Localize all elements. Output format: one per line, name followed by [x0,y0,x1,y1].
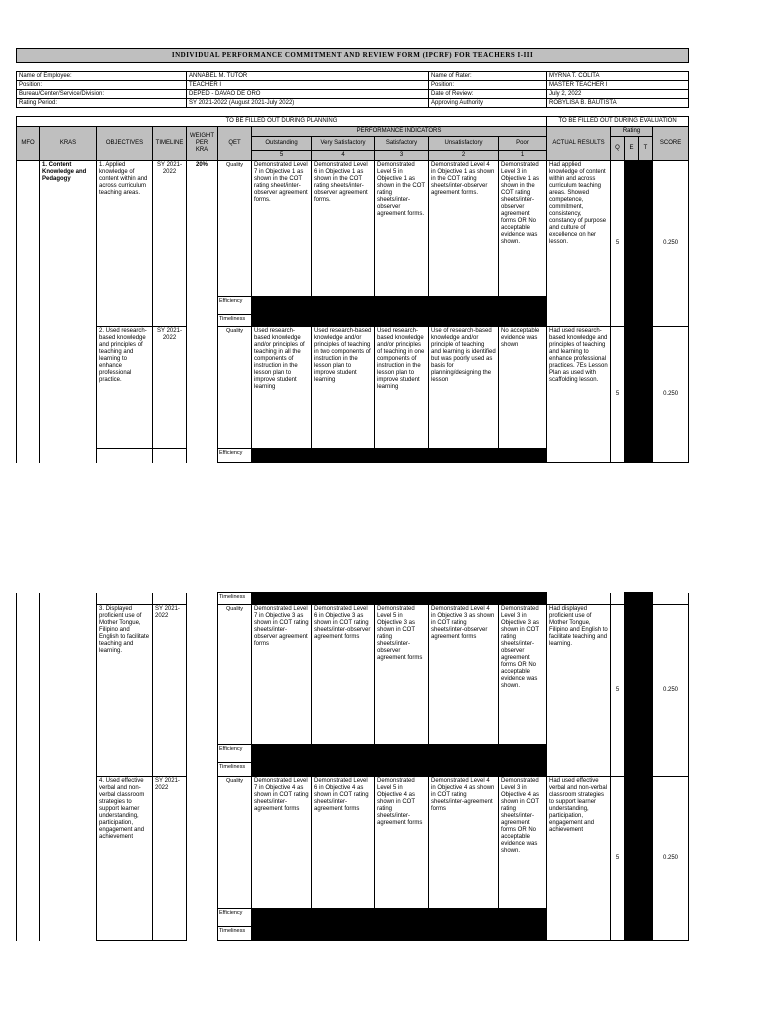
rater-label: Name of Rater: [429,72,547,81]
rating-q: 5 [611,161,625,327]
score-value: 0.250 [653,777,689,941]
objective-text: 2. Used research-based knowledge and principles of teaching and learning to enhance professional practice. [97,327,153,449]
indicator-outstanding: Demonstrated Level 7 in Objective 4 as shown in COT rating sheets/inter-agreement forms [252,777,312,909]
actual-results: Had applied knowledge of content within and across curriculum teaching areas. Showed competence, commitment, consistency, constancy of purpose and culture of excellence on her lesson. [547,161,611,327]
indicator-outstanding: Demonstrated Level 7 in Objective 1 as shown in the COT rating sheet/inter-observer agreement forms. [252,161,312,297]
indicator-outstanding: Used research-based knowledge and/or principles of teaching in all the components of instruction in the lesson plan to improve student learning [252,327,312,449]
form-title: INDIVIDUAL PERFORMANCE COMMITMENT AND REVIEW FORM (IPCRF) FOR TEACHERS I-III [17,49,689,63]
rating-et-blank [625,605,653,777]
col-score: SCORE [653,127,689,161]
ipcrf-table-page-2 [16,592,689,941]
score-value: 0.250 [653,327,689,463]
indicator-unsatisfactory: Demonstrated Level 4 in Objective 1 as shown in the COT rating sheets/inter-observer agreement forms. [429,161,499,297]
col-q: Q [611,137,625,161]
timeline-continued [153,449,187,463]
col-mfo: MFO [17,127,40,161]
timeliness-blank [252,315,547,327]
rating-q-continued [611,593,625,605]
efficiency-label: Efficiency [218,449,252,463]
efficiency-label: Efficiency [218,909,252,927]
quality-label: Quality [218,161,252,297]
approving-label: Approving Authority [429,99,547,108]
ipcrf-table-page-1 [16,48,689,463]
scale-1: 1 [499,151,547,161]
rating-et-blank [625,161,653,327]
scale-2: 2 [429,151,499,161]
col-weight: WEIGHT PER KRA [187,127,218,161]
col-t: T [639,137,653,161]
indicator-satisfactory: Demonstrated Level 5 in Objective 1 as shown in the COT rating sheets/inter-observer agreement forms. [375,161,429,297]
employee-label: Name of Employee: [17,72,187,81]
efficiency-blank [252,297,547,315]
indicator-very-satisfactory: Demonstrated Level 6 in Objective 1 as shown in the COT rating sheets/inter-observer agreement forms. [312,161,375,297]
col-poor: Poor [499,137,547,151]
employee-position: TEACHER I [187,81,429,90]
evaluation-header: TO BE FILLED OUT DURING EVALUATION [547,117,689,127]
objective-row [17,327,689,449]
quality-label: Quality [218,327,252,449]
col-timeline: TIMELINE [153,127,187,161]
indicator-poor: Demonstrated Level 3 in Objective 3 as shown in COT rating sheets/inter-observer agreement forms OR No acceptable evidence was shown. [499,605,547,745]
efficiency-blank [252,909,547,927]
objective-row [17,605,689,745]
planning-header: TO BE FILLED OUT DURING PLANNING [17,117,547,127]
indicator-very-satisfactory: Demonstrated Level 6 in Objective 4 as shown in COT rating sheets/inter-agreement forms [312,777,375,909]
scale-4: 4 [312,151,375,161]
position-label: Position: [17,81,187,90]
form-page-1 [16,48,688,463]
kra-cell [40,593,97,941]
indicator-poor: Demonstrated Level 3 in Objective 1 as shown in the COT rating sheets/inter-observer agreement forms OR No acceptable evidence was shown. [499,161,547,297]
col-qet: QET [218,127,252,161]
indicator-unsatisfactory: Demonstrated Level 4 in Objective 4 as shown in COT rating sheets/inter-agreement forms [429,777,499,909]
review-date-label: Date of Review: [429,90,547,99]
efficiency-blank [252,449,547,463]
mfo-cell [17,593,40,941]
rater-position: MASTER TEACHER I [547,81,689,90]
objective-row [17,161,689,297]
indicator-poor: Demonstrated Level 3 in Objective 4 as shown in COT rating sheets/inter-agreement forms OR No acceptable evidence was shown. [499,777,547,909]
approving-authority: ROBYLISA B. BAUTISTA [547,99,689,108]
timeliness-label: Timeliness [218,315,252,327]
rater-name: MYRNA T. COLITA [547,72,689,81]
score-continued [653,593,689,605]
quality-label: Quality [218,605,252,745]
indicator-satisfactory: Used research-based knowledge and/or principles of teaching in one components of instruction in the lesson plan to improve student learning [375,327,429,449]
indicator-satisfactory: Demonstrated Level 5 in Objective 4 as shown in COT rating sheets/inter-agreement forms [375,777,429,909]
objective-continued [97,449,153,463]
timeline-continued [153,593,187,605]
score-value: 0.250 [653,605,689,777]
indicator-poor: No acceptable evidence was shown [499,327,547,449]
bureau-label: Bureau/Center/Service/Division: [17,90,187,99]
weight-cell [187,593,218,941]
objective-timeline: SY 2021-2022 [153,777,187,941]
rating-et-blank [625,593,653,605]
col-objectives: OBJECTIVES [97,127,153,161]
timeliness-label: Timeliness [218,927,252,941]
scale-3: 3 [375,151,429,161]
efficiency-label: Efficiency [218,297,252,315]
kra-name: 1. Content Knowledge and Pedagogy [40,161,97,463]
col-very-satisfactory: Very Satisfactory [312,137,375,151]
objective-timeline: SY 2021-2022 [153,161,187,327]
actual-continued [547,593,611,605]
col-satisfactory: Satisfactory [375,137,429,151]
performance-indicators-header: PERFORMANCE INDICATORS [252,127,547,137]
timeliness-blank [252,593,547,605]
actual-results: Had used research-based knowledge and principles of teaching and learning to enhance professional practices. 7Es Lesson Plan as used with scaffolding lesson. [547,327,611,463]
indicator-outstanding: Demonstrated Level 7 in Objective 3 as shown in COT rating sheets/inter-observer agreement forms [252,605,312,745]
efficiency-blank [252,745,547,763]
objective-continued [97,593,153,605]
rating-q: 5 [611,605,625,777]
review-date: July 2, 2022 [547,90,689,99]
rating-period: SY 2021-2022 (August 2021-July 2022) [187,99,429,108]
objective-text: 1. Applied knowledge of content within and across curriculum teaching areas. [97,161,153,327]
scale-5: 5 [252,151,312,161]
rating-period-label: Rating Period: [17,99,187,108]
rating-et-blank [625,327,653,463]
col-actual-results: ACTUAL RESULTS [547,127,611,161]
quality-label: Quality [218,777,252,909]
form-page-2 [16,592,688,941]
rating-header: Rating [611,127,653,137]
score-value: 0.250 [653,161,689,327]
col-unsatisfactory: Unsatisfactory [429,137,499,151]
timeliness-blank [252,927,547,941]
indicator-satisfactory: Demonstrated Level 5 in Objective 3 as shown in COT rating sheets/inter-observer agreement forms [375,605,429,745]
efficiency-label: Efficiency [218,745,252,763]
actual-results: Had displayed proficient use of Mother Tongue, Filipino and English to facilitate teaching and learning. [547,605,611,777]
objective-text: 4. Used effective verbal and non-verbal classroom strategies to support learner understanding, participation, engagement and achievement [97,777,153,941]
indicator-unsatisfactory: Demonstrated Level 4 in Objective 3 as shown in COT rating sheets/inter-observer agreement forms [429,605,499,745]
timeliness-blank [252,763,547,777]
kra-weight: 20% [187,161,218,463]
indicator-very-satisfactory: Used research-based knowledge and/or principles of teaching in two components of instruction in the lesson plan to improve student learning [312,327,375,449]
rater-position-label: Position: [429,81,547,90]
objective-timeline: SY 2021-2022 [153,605,187,777]
mfo-cell [17,161,40,463]
timeliness-label: Timeliness [218,763,252,777]
rating-q: 5 [611,777,625,941]
col-kras: KRAS [40,127,97,161]
indicator-very-satisfactory: Demonstrated Level 6 in Objective 3 as shown in COT rating sheets/inter-observer agreement forms [312,605,375,745]
timeliness-label: Timeliness [218,593,252,605]
col-e: E [625,137,639,161]
actual-results: Had used effective verbal and non-verbal classroom strategies to support learner understanding, participation, engagement and achievement [547,777,611,941]
objective-text: 3. Displayed proficient use of Mother Tongue, Filipino and English to facilitate teaching and learning. [97,605,153,777]
objective-timeline: SY 2021-2022 [153,327,187,449]
bureau-value: DEPED - DAVAO DE ORO [187,90,429,99]
objective-row [17,777,689,909]
rating-q: 5 [611,327,625,463]
col-outstanding: Outstanding [252,137,312,151]
employee-name: ANNABEL M. TUTOR [187,72,429,81]
rating-et-blank [625,777,653,941]
indicator-unsatisfactory: Use of research-based knowledge and/or principle of teaching and learning is identified but was poorly used as basis for planning/designing the lesson [429,327,499,449]
